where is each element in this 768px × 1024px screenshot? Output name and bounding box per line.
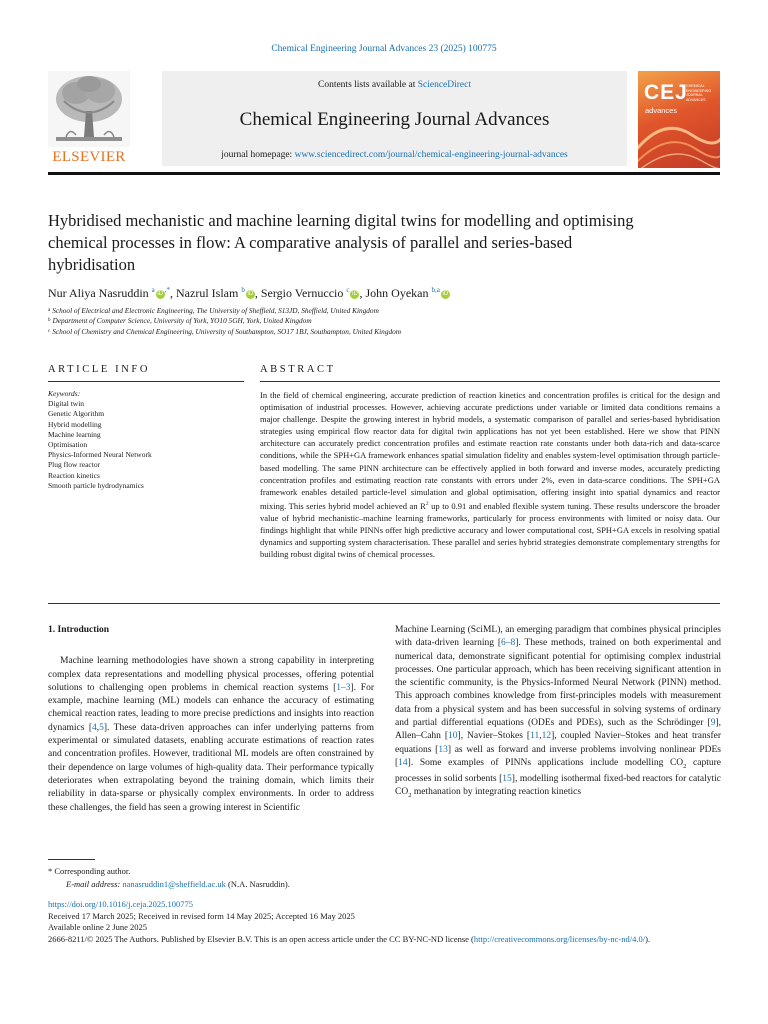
text-run: capture processes in solid sorbents [ [395,757,722,785]
author-affiliation-marker: c [346,286,350,294]
affiliation-letter: c [48,328,51,334]
affiliation-item [48,306,401,316]
keyword-item: Genetic Algorithm [48,409,105,419]
affiliation-text: School of Electrical and Electronic Engineering, The University of Sheffield, S13JD, Sheffield, United Kingdom [52,306,379,315]
reference-link[interactable]: 15 [502,774,512,785]
elsevier-tree-icon [48,71,130,147]
author-affiliation-marker: b,a [431,286,440,294]
reference-link[interactable]: 4 [91,722,97,733]
keyword-item: Machine learning [48,429,101,439]
masthead-center [162,71,627,166]
keywords-label: Keywords: [48,389,81,398]
keyword-item: Hybrid modelling [48,419,102,429]
affiliation-text: School of Chemistry and Chemical Engineering, University of Southampton, SO17 1BJ, Southampton, United Kingdom [52,326,402,336]
journal-title[interactable]: Chemical Engineering Journal Advances [239,109,550,130]
text-run: ]. For example, machine learning (ML) models can enhance the accuracy of estimating chemical reaction rates, leading to more precise predictions and insights into reaction dynamics [ [48,682,374,733]
author-separator: , [254,286,261,300]
author-separator: , [359,286,366,300]
text-run: Machine Learning (SciML), an emerging paradigm that combines physical principles with data-driven learning [ [395,625,721,649]
affiliation-item [48,316,401,326]
corresponding-marker: ,* [164,286,171,294]
article-title: Hybridised mechanistic and machine learning digital twins for modelling and optimising chemical processes in flow: A comparative analysis of parallel and series-based hybridisation [48,211,634,274]
journal-cover[interactable] [638,71,720,168]
license-statement: 2666-8211/© 2025 The Authors. Published by Elsevier B.V. This is an open access article under the CC BY-NC-ND license (http://creativecommons.org/licenses/by-nc-nd/4.0/). [48,933,651,944]
affiliations [48,306,401,337]
cover-small-text: CHEMICAL ENGINEERING JOURNAL ADVANCES [686,84,712,102]
author-separator: , [170,286,177,300]
text-run: ]. Some examples of PINNs applications include modelling CO [407,757,684,768]
text-run: Machine learning methodologies have shown a strong capability in interpreting complex data representations and modelling physical processes, offering potential solutions to challenging open problems in chemical reaction systems [ [48,656,374,693]
reference-link[interactable]: 12 [541,731,552,742]
article-info-rule [48,381,244,382]
license-link[interactable]: http://creativecommons.org/licenses/by-nc-nd/4.0/ [473,933,646,944]
reference-link[interactable]: 13 [438,744,448,755]
contents-line: Contents lists available at ScienceDirect [317,80,471,90]
keyword-item: Digital twin [48,399,85,409]
orcid-icon[interactable]: iD [247,291,254,297]
orcid-icon[interactable]: iD [352,291,358,297]
affiliation-item [48,327,401,337]
email-link[interactable]: nanasruddin1@sheffield.ac.uk [122,879,226,889]
cover-swirl-graphic [638,115,720,168]
abstract-rule [260,381,720,382]
keyword-item: Physics-Informed Neural Network [48,450,152,460]
intro-paragraph-right [395,624,721,803]
abstract-heading: ABSTRACT [260,364,336,375]
affiliation-text: Department of Computer Science, University of York, YO10 5GH, York, United Kingdom [52,316,312,326]
keyword-item: Smooth particle hydrodynamics [48,480,144,490]
affiliation-letter: a [48,308,51,313]
author-affiliation-marker: a [151,286,155,294]
intro-column-left [48,624,374,815]
introduction-heading: 1. Introduction [48,625,110,635]
doi-link[interactable]: https://doi.org/10.1016/j.ceja.2025.100775 [48,899,194,909]
publication-details [48,899,720,945]
keyword-item: Plug flow reactor [48,460,101,470]
keyword-item: Reaction kinetics [48,470,100,480]
author-name[interactable]: John Oyekan [365,286,432,300]
reference-link[interactable]: 14 [398,757,408,768]
email-line: E-mail address: nanasruddin1@sheffield.ac.uk (N.A. Nasruddin). [66,879,290,889]
keywords-block [48,389,244,491]
masthead [48,71,720,168]
orcid-icon[interactable]: iD [157,291,164,297]
reference-link[interactable]: 11 [530,731,540,742]
article-info-heading: ARTICLE INFO [48,364,151,375]
text-run: ]. These data-driven approaches can infer underlying patterns from experimental or simulated datasets, enabling accurate estimations of reaction rates and concentration profiles. However, traditional ML models are often constrained by their dependence on large volumes of high-quality data. Their performance typically deteriorates when extrapolating beyond the training domain, which limits their reliability in data-sparse or physically complex environments. In order to address these challenges, the field has seen a growing interest in Scientific [48,722,374,813]
intro-paragraph-left [48,655,374,815]
available-online: Available online 2 June 2025 [48,922,147,933]
footnote [48,865,290,891]
footnote-rule [48,859,95,860]
reference-link[interactable]: 10 [448,731,458,742]
keywords-list [48,399,244,491]
reference-link[interactable]: 1–3 [336,682,351,693]
reference-link[interactable]: 6–8 [501,638,516,649]
intro-column-right [395,624,721,803]
text-run: ], coupled Navier–Stokes and heat transfer equations [ [395,731,722,755]
received-dates: Received 17 March 2025; Received in revised form 14 May 2025; Accepted 16 May 2025 [48,910,355,921]
text-run: ], Allen–Cahn [ [395,718,721,742]
sciencedirect-link[interactable]: ScienceDirect [417,80,471,90]
text-run: methanation by integrating reaction kinetics [411,787,582,798]
subscript: 2 [683,762,687,770]
text-run: , [539,731,542,742]
journal-reference[interactable]: Chemical Engineering Journal Advances 23 (2025) 100775 [271,44,497,54]
cover-subtitle: advances [645,106,678,115]
text-run: ], Navier–Stokes [ [457,731,531,742]
journal-homepage: journal homepage: www.sciencedirect.com/journal/chemical-engineering-journal-advances [221,150,568,160]
text-run: , [96,722,100,733]
elsevier-wordmark: ELSEVIER [52,149,126,165]
abstract-text: In the field of chemical engineering, accurate prediction of reaction kinetics and concentration profiles is critical for the design and optimisation of industrial processes. However, achieving accurate predictions under variable or limited data conditions remains a major challenge. Despite the growing interest in hybrid models, a systematic comparison of parallel and series-based hybridisation strategies using empirical flow reactor data for digital twin applications has not yet been established. Here we show that PINN architecture can accurately predict concentration profiles and estimate reaction rate constants under both data-rich and data-scarce conditions, while the SPH+GA framework enhances spatial simulation fidelity and enables system-level optimisation through particle-based modelling. The same PINN architecture can be effectively applied in both forward and inverse modes, accurately predicting concentration profiles and estimating reaction rate constants with errors under 2%, even in data-scarce conditions. The SPH+GA framework enables detailed particle-level simulation and global optimisation, offering insight into spatial dynamics and reactor mixing. This series hybrid model achieved an $R^2$ up to 0.91 and enabled flexible system tuning. These results underscore the broader value of hybrid mechanistic–machine learning frameworks, particularly for process environments with limited or noisy data. Our findings highlight that while PINNs offer high predictive accuracy and lower computational cost, SPH+GA excels in resolving spatial dynamics and supporting system characterisation. These parallel and series hybrid strategies demonstrate complementary strengths for building robust digital twins of chemical processes. [260,390,721,560]
orcid-icon[interactable]: iD [442,291,449,297]
elsevier-logo[interactable] [48,71,130,166]
author-name[interactable]: Nur Aliya Nasruddin [48,286,152,300]
masthead-rule [48,172,720,175]
affiliation-letter: b [48,318,51,324]
text-run: ], modelling isothermal fixed-bed reactors for catalytic CO [395,774,721,798]
abstract-bottom-rule [48,603,720,604]
reference-link[interactable]: 5 [99,722,104,733]
text-run: ] as well as forward and inverse problems involving nonlinear PDEs [ [395,744,721,768]
subscript: 2 [408,792,412,800]
cover-acronym: CEJ [644,81,688,104]
homepage-link[interactable]: www.sciencedirect.com/journal/chemical-engineering-journal-advances [294,150,568,160]
reference-link[interactable]: 9 [710,718,716,729]
corresponding-author-note: * Corresponding author. [48,866,131,876]
keyword-item: Optimisation [48,440,88,450]
author-affiliation-marker: b [241,286,245,294]
author-name[interactable]: Nazrul Islam [176,286,242,300]
author-list [48,286,450,301]
text-run: ]. These methods, trained on both experimental and numerical data, demonstrate significant potential for optimising complex industrial processes. One particular approach, which has been receiving significant attention in the scientific community, is the Physics-Informed Neural Network (PINN) method. This approach combines knowledge from first-principles models with measurement data from a physical system and has been successful in solving systems of ordinary and partial differential equations (ODEs and PDEs), such as the Schrödinger [ [395,638,722,729]
author-name[interactable]: Sergio Vernuccio [260,286,347,300]
